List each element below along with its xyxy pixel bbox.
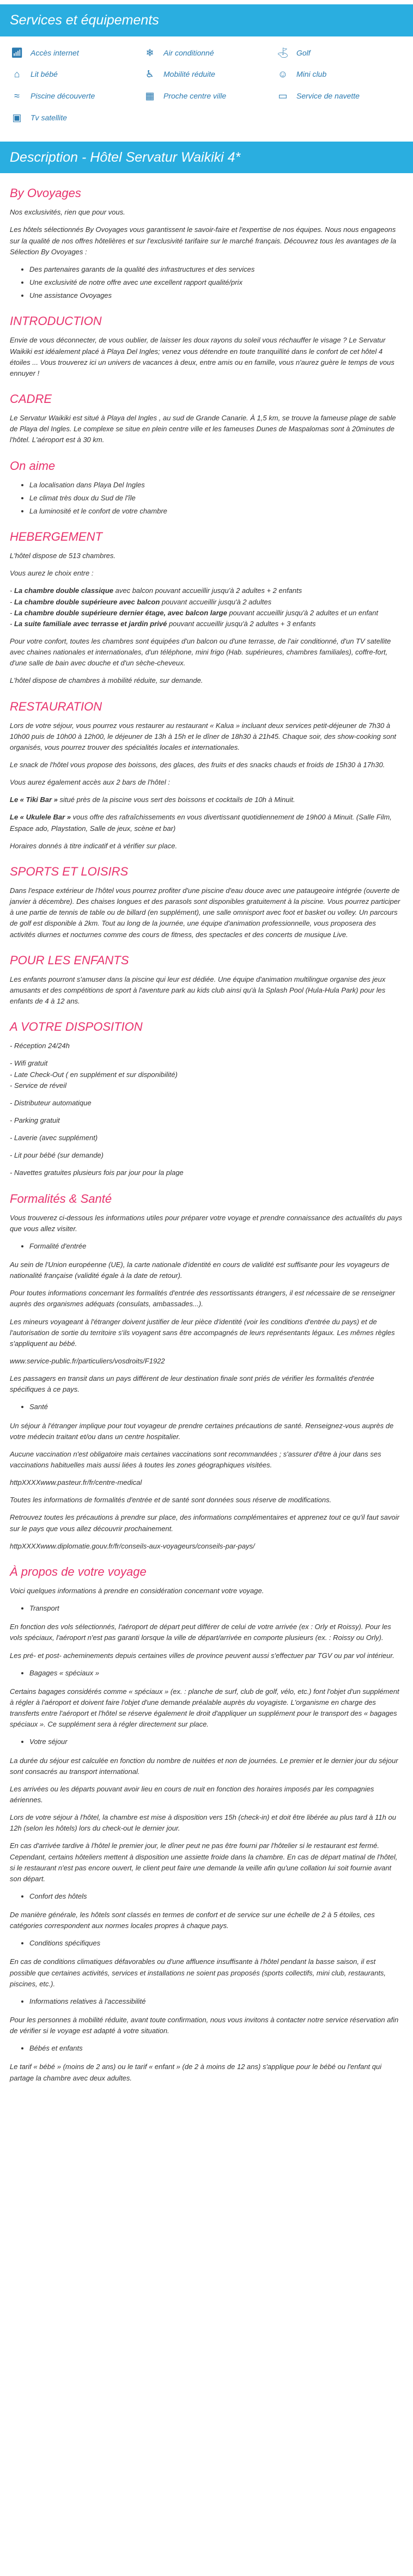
paragraph: Les mineurs voyageant à l'étranger doivent justifier de leur pièce d'identité (voir les conditions d'entrée du pays) et de l'autorisation de sortie du territoire s'ils voyagent sans être accompagnés de leurs représentants légaux. Les mêmes règles s'appliquent au bébé. xyxy=(10,1317,395,1348)
amenity: - Laverie (avec supplément) xyxy=(10,1134,98,1142)
paragraph: Les hôtels sélectionnés By Ovoyages vous garantissent le savoir-faire et l'expertise de nos équipes. Nous nous engageons sur la qualité de nos offres hôtelières et sur l'exclusivité tarifaire sur le marché français. Découvrez tous les avantages de la Sélection By Ovoyages : xyxy=(10,225,397,256)
bullet-list xyxy=(29,1603,403,1614)
paragraph: Le Servatur Waikiki est situé à Playa del Ingles , au sud de Grande Canarie. À 1,5 km, se trouve la fameuse plage de sable de Playa del Ingles. Le complexe se situe en plein centre ville et les fameuses Dunes de Maspalomas sont à 20minutes de l'hôtel. L'aéroport est à 30 km. xyxy=(10,414,396,444)
amenity: - Réception 24/24h xyxy=(10,1042,70,1050)
paragraph: Dans l'espace extérieur de l'hôtel vous pourrez profiter d'une piscine d'eau douce avec une pataugeoire intégrée (ouverte de janvier à décembre). Des chaises longues et des parasols sont disponibles gratuitement à la piscine. Vous pourrez participer à une partie de tennis de table ou de billard (en supplément), une salle omnisport avec foot et basket ou volley. Un parcours de golf est disponible à 2km. Tout au long de la journée, une équipe d'animation professionnelle, vous proposera des activités diurnes et nocturnes comme des cours de fitness, des spectacles et des concerts de musique Live. xyxy=(10,886,400,939)
paragraph: En cas d'arrivée tardive à l'hôtel le premier jour, le dîner peut ne pas être fourni par l'hôtelier si le restaurant est fermé. Cependant, certains hôteliers mettent à disposition une assiette froide dans la chambre. En cas de départ matinal de l'hôtel, si le restaurant n'est pas encore ouvert, le client peut faire une demande la veille afin qu'une collation lui soit fournie avant son départ. xyxy=(10,1841,398,1883)
list-item: • Votre séjour xyxy=(29,1736,403,1747)
link-text[interactable]: httpXXXXwww.diplomatie.gouv.fr/fr/conseils-aux-voyageurs/conseils-par-pays/ xyxy=(10,1541,255,1550)
paragraph: En cas de conditions climatiques défavorables ou d'une affluence insuffisante à l'hôtel pendant la basse saison, il est possible que certaines activités, services et installations ne soient pas proposés (sports collectifs, mini club, restaurants, piscines, etc.). xyxy=(10,1957,386,1988)
list-item: • Formalité d'entrée xyxy=(29,1241,403,1252)
section-title: On aime xyxy=(10,458,56,473)
list-item: • La luminosité et le confort de votre chambre xyxy=(29,506,403,517)
section-title: POUR LES ENFANTS xyxy=(10,953,129,967)
paragraph: De manière générale, les hôtels sont classés en termes de confort et de service sur une échelle de 2 à 5 étoiles, ces catégories correspondent aux normes locales propres à chaque pays. xyxy=(10,1911,375,1930)
paragraph: L'hôtel dispose de chambres à mobilité réduite, sur demande. xyxy=(10,676,203,685)
section-title: À propos de votre voyage xyxy=(10,1564,147,1578)
room-type: La chambre double supérieure avec balcon xyxy=(14,597,160,606)
list-item: • Informations relatives à l'accessibilité xyxy=(29,1996,403,2007)
paragraph: En fonction des vols sélectionnés, l'aéroport de départ peut différer de celui de votre arrivée (ex : Orly et Roissy). Pour les vols spéciaux, l'aéroport n'est pas garanti lorsque la ville de départ/arrivée en comporte plusieurs (ex. : Roissy ou Orly). xyxy=(10,1623,391,1642)
paragraph: Pour les personnes à mobilité réduite, avant toute confirmation, nous vous invitons à contacter notre service réservation afin de vérifier si le voyage est adapté à votre situation. xyxy=(10,2016,399,2035)
bullet-list xyxy=(29,1891,403,1902)
paragraph: Les pré- et post- acheminements depuis certaines villes de province peuvent aussi s'effectuer par TGV ou par vol intérieur. xyxy=(10,1651,394,1660)
paragraph: Pour votre confort, toutes les chambres sont équipées d'un balcon ou d'une terrasse, de l'air conditionné, d'un TV satellite avec chaines nationales et internationales, d'un téléphone, mini frigo (Hab. supérieures, chambres familiales), coffre-fort, d'une salle de bain avec douche et d'un sèche-cheveux. xyxy=(10,637,391,668)
pool-icon: ≈ xyxy=(14,90,20,102)
section-title: RESTAURATION xyxy=(10,699,102,713)
description-content xyxy=(0,184,413,2107)
service-item: ▭ Service de navette xyxy=(276,90,403,102)
paragraph: Aucune vaccination n'est obligatoire mais certaines vaccinations sont recommandées ; s'assurer d'être à jour dans ses vaccinations habituelles mais aussi liées à toutes les zones géographiques visitées. xyxy=(10,1449,381,1470)
section-title: SPORTS ET LOISIRS xyxy=(10,864,129,878)
list-item: • Des partenaires garants de la qualité des infrastructures et des services xyxy=(29,264,403,275)
wifi-icon: 📶︎ xyxy=(10,47,23,58)
service-item: ♿︎ Mobilité réduite xyxy=(143,69,270,81)
paragraph: Retrouvez toutes les précautions à prendre sur place, des informations complémentaires et apprenez tout ce qu'il faut savoir sur le pays que vous allez découvrir prochainement. xyxy=(10,1513,399,1533)
paragraph: Le « Tiki Bar » situé près de la piscine vous sert des boissons et cocktails de 10h à Minuit. xyxy=(10,796,295,804)
paragraph: Toutes les informations de formalités d'entrée et de santé sont données sous réserve de modifications. xyxy=(10,1496,332,1504)
description-header: Description - Hôtel Servatur Waikiki 4* xyxy=(0,142,413,174)
paragraph: Certains bagages considérés comme « spéciaux » (ex. : planche de surf, club de golf, vélo, etc.) font l'objet d'un supplément à régler à l'aéroport et doivent faire l'objet d'une demande préalable auprès du voyagiste. L'organisme en charge des transferts entre l'aéroport et l'hôtel se réserve également le droit d'appliquer un supplément pour le transport des « bagages spéciaux ». Ce supplément sera à régler directement sur place. xyxy=(10,1687,399,1729)
paragraph: L'hôtel dispose de 513 chambres. xyxy=(10,552,116,560)
paragraph: Envie de vous déconnecter, de vous oublier, de laisser les doux rayons du soleil vous réchauffer le visage ? Le Servatur Waikiki est idéalement placé à Playa Del Ingles; venez vous détendre en toute tranquillité dans le confort de cet hôtel 4 étoiles ... Vous trouverez ici un univers de vacances à deux, entre amis ou en famille, vous n'aurez guère le temps de vous ennuyer ! xyxy=(10,336,394,377)
tv-icon: ▣ xyxy=(12,112,22,123)
bullet-list xyxy=(29,1668,403,1679)
paragraph: Le « Ukulele Bar » vous offre des rafraîchissements en vous divertissant quotidiennement de 19h00 à Minuit. (Salle Film, Espace ado, Playstation, Salle de jeux, scène et bar) xyxy=(10,813,392,833)
section-title: HEBERGEMENT xyxy=(10,530,102,544)
amenity: - Navettes gratuites plusieurs fois par jour pour la plage xyxy=(10,1168,184,1177)
paragraph: Horaires donnés à titre indicatif et à vérifier sur place. xyxy=(10,841,178,850)
paragraph: Voici quelques informations à prendre en considération concernant votre voyage. xyxy=(10,1586,264,1595)
paragraph: Les enfants pourront s'amuser dans la piscine qui leur est dédiée. Une équipe d'animation multilingue organise des jeux amusants et des compétitions de sport à l'aventure park au kids club ainsi qu'à la Splash Pool (Hula-Hula Park) pour les enfants de 4 à 12 ans. xyxy=(10,975,386,1006)
paragraph: Les arrivées ou les départs pouvant avoir lieu en cours de nuit en fonction des horaires imposés par les compagnies aériennes. xyxy=(10,1784,374,1804)
paragraph: Vous aurez le choix entre : xyxy=(10,569,94,578)
list-item: • Conditions spécifiques xyxy=(29,1938,403,1949)
paragraph: Les passagers en transit dans un pays différent de leur destination finale sont priés de vérifier les formalités d'entrée spécifiques à ce pays. xyxy=(10,1374,374,1394)
list-item: • Transport xyxy=(29,1603,403,1614)
service-item: ▦ Proche centre ville xyxy=(143,90,270,102)
amenity: - Parking gratuit xyxy=(10,1116,60,1124)
list-item: • La localisation dans Playa Del Ingles xyxy=(29,480,403,491)
paragraph: Pour toutes informations concernant les formalités d'entrée des ressortissants étrangers, il est nécessaire de se renseigner auprès des organismes adéquats (consulats, ambassades...). xyxy=(10,1289,396,1308)
section-title: CADRE xyxy=(10,391,52,406)
service-item: ⌂ Lit bébé xyxy=(10,69,137,81)
room-list: - La chambre double classique avec balcon pouvant accueillir jusqu'à 2 adultes + 2 enfants - La chambre double supérieure avec balcon pouvant accueillir jusqu'à 2 adultes - La chambre double supérieure dernier étage, avec balcon large pouvant accueillir jusqu'à 2 adultes et un enfant - La suite familiale avec terrasse et jardin privé pouvant accueillir jusqu'à 2 adultes + 3 enfants xyxy=(10,586,378,628)
services-grid xyxy=(0,45,413,137)
list-item: • Une assistance Ovoyages xyxy=(29,290,403,301)
service-item: ⛳︎ Golf xyxy=(276,47,311,58)
list-item: • Une exclusivité de notre offre avec une excellent rapport qualité/prix xyxy=(29,277,403,288)
paragraph: Au sein de l'Union européenne (UE), la carte nationale d'identité en cours de validité est suffisante pour les voyageurs de nationalité française (validité égale à la date de retour). xyxy=(10,1261,390,1280)
room-type: La suite familiale avec terrasse et jardin privé xyxy=(14,619,167,628)
paragraph: Lors de votre séjour à l'hôtel, la chambre est mise à disposition vers 15h (check-in) et doit être libérée au plus tard à 11h ou 12h (selon les hôtels) lors du check-out le dernier jour. xyxy=(10,1813,396,1833)
bullet-list xyxy=(29,1996,403,2007)
section-title: INTRODUCTION xyxy=(10,314,102,328)
amenity: - Distributeur automatique xyxy=(10,1098,92,1107)
bullet-list xyxy=(29,1241,403,1252)
bullet-list xyxy=(29,1402,403,1412)
bullet-list xyxy=(29,1938,403,1949)
section-title: By Ovoyages xyxy=(10,186,81,200)
paragraph: Le tarif « bébé » (moins de 2 ans) ou le tarif « enfant » (de 2 à moins de 12 ans) s'applique pour le bébé ou l'enfant qui partage la chambre avec deux adultes. xyxy=(10,2063,382,2082)
list-item: • Le climat très doux du Sud de l'île xyxy=(29,493,403,504)
services-header: Services et équipements xyxy=(0,4,413,36)
link-text[interactable]: www.service-public.fr/particuliers/vosdroits/F1922 xyxy=(10,1357,165,1366)
list-item: • Confort des hôtels xyxy=(29,1891,403,1902)
bullet-list xyxy=(29,480,403,517)
bullet-list xyxy=(29,2043,403,2054)
room-type: La chambre double supérieure dernier étage, avec balcon large xyxy=(14,608,227,617)
service-item: ❄︎ Air conditionné xyxy=(143,47,270,59)
city-icon: ▦ xyxy=(145,90,155,102)
service-item: ☺ Mini club xyxy=(276,69,403,81)
service-item: ▣ Tv satellite xyxy=(10,112,137,124)
paragraph: Nos exclusivités, rien que pour vous. xyxy=(10,208,125,217)
golf-icon: ⛳︎ xyxy=(276,47,289,58)
section-title: Formalités & Santé xyxy=(10,1191,112,1206)
list-item: • Bébés et enfants xyxy=(29,2043,403,2054)
paragraph: Lors de votre séjour, vous pourrez vous restaurer au restaurant « Kalua » incluant deux services petit-déjeuner de 7h30 à 10h00 puis de 10h00 à 12h00, le déjeuner de 13h à 15h et le dîner de 18h30 à 21h45. Chaque soir, des show-cooking sont organisés, vous pourrez trouver des spécialités locales et internationales. xyxy=(10,721,397,751)
mini-club-icon: ☺ xyxy=(277,69,288,80)
service-item: ≈ Piscine découverte xyxy=(10,90,137,102)
service-item: 📶︎ Accès internet xyxy=(10,47,79,58)
paragraph: Le snack de l'hôtel vous propose des boissons, des glaces, des fruits et des snacks chauds et froids de 15h30 à 17h30. xyxy=(10,761,385,769)
bullet-list xyxy=(29,264,403,301)
paragraph: Un séjour à l'étranger implique pour tout voyageur de prendre certaines précautions de santé. Renseignez-vous auprès de votre médecin traitant et/ou dans un centre hospitalier. xyxy=(10,1421,394,1441)
snowflake-icon: ❄︎ xyxy=(145,47,154,58)
crib-icon: ⌂ xyxy=(14,69,20,80)
list-item: • Bagages « spéciaux » xyxy=(29,1668,403,1679)
wheelchair-icon: ♿︎ xyxy=(145,69,155,80)
paragraph: Vous aurez également accès aux 2 bars de l'hôtel : xyxy=(10,778,170,787)
room-type: La chambre double classique xyxy=(14,586,114,595)
paragraph: Vous trouverez ci-dessous les informations utiles pour préparer votre voyage et prendre connaissance des actualités du pays que vous allez visiter. xyxy=(10,1213,402,1233)
section-title: A VOTRE DISPOSITION xyxy=(10,1020,143,1034)
bullet-list xyxy=(29,1736,403,1747)
paragraph: La durée du séjour est calculée en fonction du nombre de nuitées et non de journées. Le premier et le dernier jour du séjour sont consacrés au transport international. xyxy=(10,1756,398,1776)
amenity: - Wifi gratuit - Late Check-Out ( en supplément et sur disponibilité) - Service de réveil xyxy=(10,1059,178,1090)
shuttle-icon: ▭ xyxy=(278,90,288,102)
list-item: • Santé xyxy=(29,1402,403,1412)
amenity: - Lit pour bébé (sur demande) xyxy=(10,1151,104,1160)
link-text[interactable]: httpXXXXwww.pasteur.fr/fr/centre-medical xyxy=(10,1478,142,1487)
